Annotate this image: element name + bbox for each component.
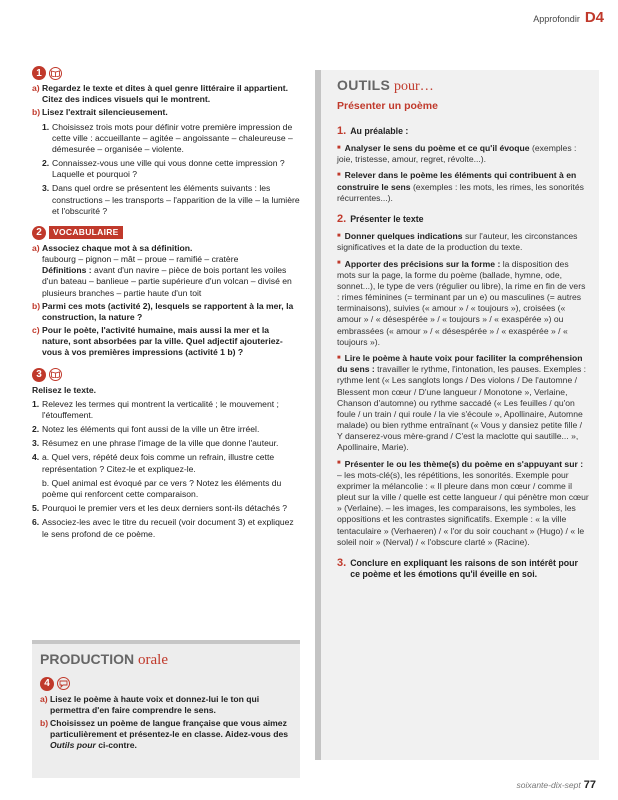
production-orale-box bbox=[32, 640, 300, 778]
vocabulary-tag: VOCABULAIRE bbox=[49, 226, 123, 239]
question-1b-items bbox=[32, 122, 300, 217]
question-2b: b) Parmi ces mots (activité 2), lesquels se rapportent à la mer, la construction, la nature ? bbox=[32, 300, 294, 322]
tools-panel bbox=[315, 70, 599, 760]
question-4b: b) Choisissez un poème de langue française que vous aimez particulièrement et présentez-le en classe. Aidez-vous des Outils pour ci-contre. bbox=[40, 717, 289, 751]
tools-step-3: 3. Conclure en expliquant les raisons de son intérêt pour ce poème et les émotions qu'il éveille en soi. bbox=[337, 556, 578, 580]
book-icon bbox=[49, 368, 62, 381]
tools-step-2: 2. Présenter le texte ■ Donner quelques indications sur l'auteur, les circonstances significatives et la date de la production du texte. ■ Apporter des précisions sur la forme : la disposition des mots sur la page, la forme du poème (ballade, hymne, ode, sonnet...), le type de vers (régulier ou libre), la rime en fin de vers : rimes féminines (= terminant par un e) ou masculines (= autres terminaisons), suivies (« amour » / « toujours »), croisées (« amour » / « désespérée » / « toujours » / « exaspérée ») ou embrassées (« amour » / « désespérée » / « exaspérée » / « toujours »). ■ Lire le poème à haute voix pour faciliter la compréhension du sens : travailler le rythme, l'intonation, les pauses. Exemples : rythme lent (« Les sanglots longs / Des violons / De l'automne / Blessent mon cœur / D'une langueur / Monotone », Verlaine, Chanson d'automne) ou rythme saccadé (« Les feuilles / qu'on foule / un train / qui roule / la vie s'écoule », Apollinaire, Automne malade) ou bien rythme entraînant (« Vous y dansiez petite fille / Y danserez-vous mère-grand / C'est la maclotte qui sautille... », Apollinaire, Marie). ■ Présenter le ou les thème(s) du poème en s'appuyant sur : – les mots-clé(s), les répétitions, les sonorités. Exemple pour exprimer la mélancolie : « Il pleure dans mon cœur / comme il pleut sur la ville / quelle est cette langueur / qui pénètre mon cœur » (Verlaine). – les images, les comparaisons, les symboles, les oppositions et les contrastes significatifs. Exemple : « la ville tentaculaire » (Verhaeren) / « l'or du soir couchant » (Hugo) / « le soleil noir » (Nerval) / « l'obscure clarté » (Racine). bbox=[337, 212, 589, 548]
activity-1 bbox=[32, 66, 300, 217]
activities-column bbox=[32, 66, 300, 549]
dossier-code: D4 bbox=[584, 9, 604, 26]
speech-bubble-icon bbox=[57, 677, 70, 690]
question-2a: a) Associez chaque mot à sa définition. faubourg – pignon – mât – proue – ramifié – cratère Définitions : avant d'un navire – pièce de bois portant les voiles d'un bateau – banlieue – partie supérieure d'un volcan – divisé en plusieurs branches – partie haute d'un toit bbox=[32, 243, 300, 299]
list-item: 6. Associez-les avec le titre du recueil (voir document 3) et expliquez le sens profond de ce poème. bbox=[32, 517, 294, 539]
list-item: 1. Relevez les termes qui montrent la verticalité ; le mouvement ; l'étouffement. bbox=[32, 398, 279, 420]
production-title: PRODUCTION orale bbox=[40, 651, 168, 668]
question-4a: a) Lisez le poème à haute voix et donnez-lui le ton qui permettra d'en faire comprendre le sens. bbox=[40, 693, 260, 715]
page-header bbox=[533, 8, 604, 28]
activity-2 bbox=[32, 226, 300, 359]
page-footer bbox=[516, 778, 596, 792]
tools-subtitle: Présenter un poème bbox=[337, 100, 438, 113]
activity-number: 3 bbox=[32, 368, 46, 382]
question-1b: b) Lisez l'extrait silencieusement. bbox=[32, 107, 168, 118]
tools-step-1: 1. Au préalable : ■ Analyser le sens du poème et ce qu'il évoque (exemples : joie, tristesse, amour, regret, révolte...). ■ Relever dans le poème les éléments qui contribuent à en construire le sens (exemples : les mots, les rimes, les sonorités récurrentes...). bbox=[337, 124, 589, 204]
activity-3 bbox=[32, 368, 300, 540]
question-1a: a) Regardez le texte et dites à quel genre littéraire il appartient. Citez des indices visuels qui le montrent. bbox=[32, 83, 288, 105]
list-item: b. Quel animal est évoqué par ce vers ? Notez les éléments du poème qui renforcent cette comparaison. bbox=[42, 477, 282, 499]
list-item: ■ Présenter le ou les thème(s) du poème en s'appuyant sur : – les mots-clé(s), les répétitions, les sonorités. Exemple pour exprimer la mélancolie : « Il pleure dans mon cœur / comme il pleut sur la ville / quelle est cette langueur / qui pénètre mon cœur » (Verlaine). – les images, les comparaisons, les symboles, les oppositions et les contrastes significatifs. Exemple : « la ville tentaculaire » (Verhaeren) / « l'or du soir couchant » (Hugo) / « le soleil noir » (Nerval) / « l'obscure clarté » (Racine). bbox=[337, 459, 589, 548]
list-item: 4. a. Quel vers, répété deux fois comme un refrain, illustre cette représentation ? Citez-le et expliquez-le. bbox=[32, 452, 275, 474]
list-item: ■ Analyser le sens du poème et ce qu'il évoque (exemples : joie, tristesse, amour, regret, révolte...). bbox=[337, 143, 589, 165]
activity-3-items bbox=[32, 399, 300, 540]
page-number-words: soixante-dix-sept bbox=[516, 779, 581, 790]
activity-number: 1 bbox=[32, 66, 46, 80]
list-item: 2. Notez les éléments qui font aussi de la ville un être irréel. bbox=[32, 424, 260, 435]
list-item: 3. Résumez en une phrase l'image de la ville que donne l'auteur. bbox=[32, 438, 279, 449]
list-item: ■ Donner quelques indications sur l'auteur, les circonstances significatives et la date de la production du texte. bbox=[337, 231, 589, 253]
tools-title: OUTILS pour… bbox=[337, 77, 434, 94]
list-item: ■ Lire le poème à haute voix pour faciliter la compréhension du sens : travailler le rythme, l'intonation, les pauses. Exemples : rythme lent (« Les sanglots longs / Des violons / De l'automne / Blessent mon cœur / D'une langueur / Monotone », Verlaine, Chanson d'automne) ou rythme saccadé (« Les feuilles / qu'on foule / un train / qui roule / la vie s'écoule », Apollinaire, Automne malade) ou bien rythme entraînant (« Vous y dansiez petite fille / Y danserez-vous mère-grand / C'est la maclotte qui sautille... », Apollinaire, Marie). bbox=[337, 353, 589, 454]
list-item: 2. Connaissez-vous une ville qui vous donne cette impression ? Laquelle et pourquoi ? bbox=[42, 158, 285, 180]
activity-number: 4 bbox=[40, 677, 54, 691]
book-icon bbox=[49, 67, 62, 80]
list-item: ■ Apporter des précisions sur la forme : la disposition des mots sur la page, la forme du poème (ballade, hymne, ode, sonnet...), le type de vers (régulier ou libre), la rime en fin de vers : rimes féminines (= terminant par un e) ou masculines (= autres terminaisons), suivies (« amour » / « toujours »), croisées (« amour » / « désespérée » / « toujours » / « exaspérée ») ou embrassées (« amour » / « désespérée » / « exaspérée » / « toujours »). bbox=[337, 259, 589, 348]
list-item: 3. Dans quel ordre se présentent les éléments suivants : les constructions – les transports – l'apparition de la ville – la lumière et l'obscurité ? bbox=[42, 183, 300, 216]
definitions: Définitions : avant d'un navire – pièce de bois portant les voiles d'un bateau – banlieue – partie supérieure d'un volcan – divisé en plusieurs branches – partie haute d'un toit bbox=[42, 265, 292, 298]
activity-3-heading: Relisez le texte. bbox=[32, 384, 97, 395]
list-item: 1. Choisissez trois mots pour définir votre première impression de cette ville : accueillante – agitée – angoissante – chaleureuse – démesurée – organisée – violente. bbox=[42, 121, 293, 154]
list-item: 5. Pourquoi le premier vers et les deux derniers sont-ils détachés ? bbox=[32, 503, 288, 514]
question-2c: c) Pour le poète, l'activité humaine, mais aussi la mer et la nature, sont absorbées par la ville. Quel adjectif ajouteriez-vous à vos premières impressions (activité 1 b) ? bbox=[32, 325, 283, 358]
word-list: faubourg – pignon – mât – proue – ramifié – cratère bbox=[42, 254, 239, 265]
page-number: 77 bbox=[583, 778, 596, 791]
list-item: ■ Relever dans le poème les éléments qui contribuent à en construire le sens (exemples : les mots, les rimes, les sonorités récurrentes...). bbox=[337, 170, 589, 204]
section-label: Approfondir bbox=[533, 14, 580, 24]
activity-number: 2 bbox=[32, 226, 46, 240]
